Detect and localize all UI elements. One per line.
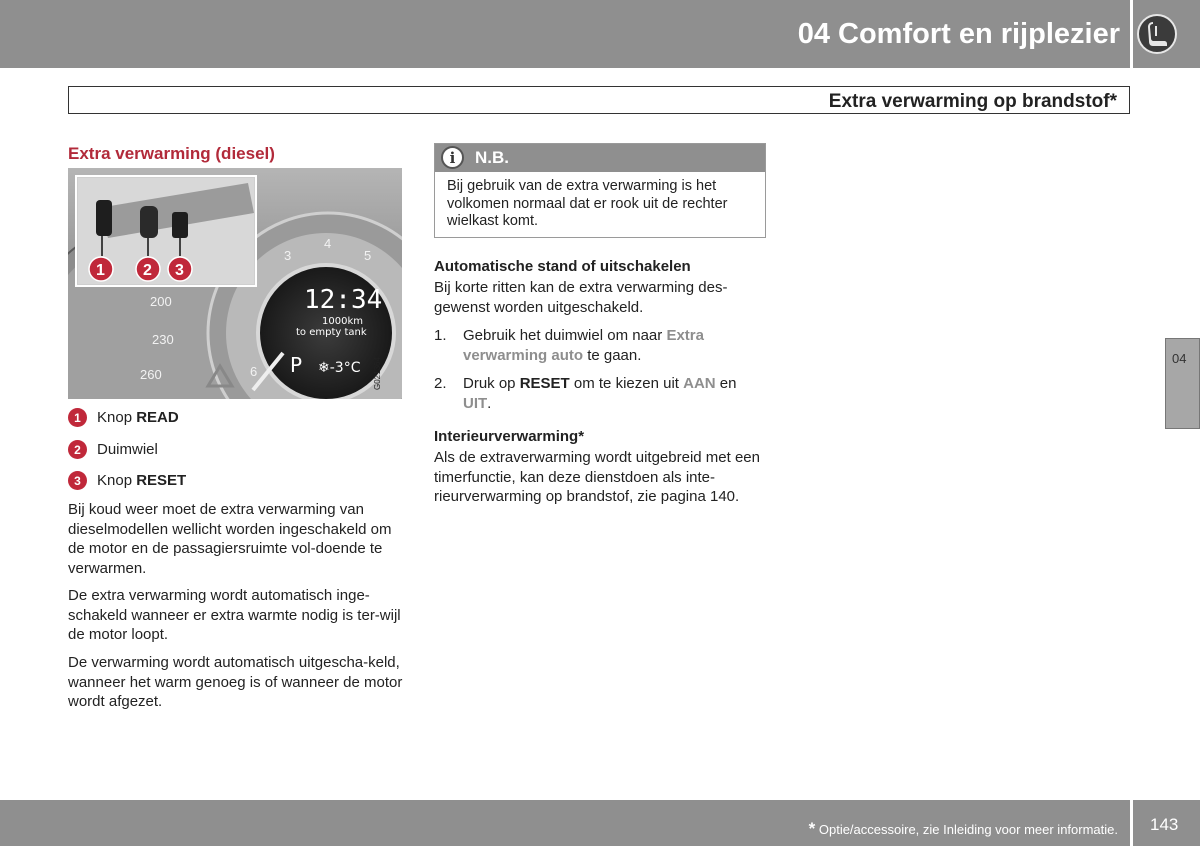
menu-option: AAN (683, 375, 716, 392)
seat-heating-icon (1137, 14, 1177, 54)
note-text: Bij gebruik van de extra verwarming is het volkomen normaal dat er rook uit de rechter wielkast komt. (447, 178, 728, 229)
body-paragraph: Bij koud weer moet de extra verwarming van dieselmodellen wellicht worden ingeschakeld om de motor en de passagiersruimte vol-doende te verwarmen. (68, 501, 392, 577)
callout-badge: 3 (68, 471, 87, 490)
interior-text: Als de extraverwarming wordt uitgebreid met een timerfunctie, kan deze dienstdoen als inte-rieurverwarming op brandstof, zie pagina 140. (434, 449, 760, 505)
info-icon: i (441, 146, 464, 169)
step-number: 1. (434, 327, 447, 344)
display-temperature: ❄-3°C (318, 360, 361, 376)
auto-text: Bij korte ritten kan de extra verwarming des-gewenst worden uitgeschakeld. (434, 279, 728, 316)
legend-text (97, 472, 186, 489)
step-text (463, 374, 768, 413)
section-bar (68, 86, 1130, 114)
display-range-value: 1000km (322, 316, 363, 327)
step-item (434, 374, 770, 414)
legend-prefix: Knop (97, 472, 137, 489)
rpm-mark: 4 (324, 236, 332, 251)
legend-text (97, 409, 179, 426)
step-part: en (715, 375, 737, 392)
legend-prefix: Knop (97, 409, 137, 426)
step-text (463, 326, 768, 365)
step-part: Druk op (463, 375, 520, 392)
menu-option: UIT (463, 394, 488, 412)
callout-1: 1 (96, 262, 105, 279)
page-number: 143 (1150, 815, 1179, 834)
legend-item (68, 440, 158, 459)
step-item (434, 326, 770, 366)
callout-badge: 2 (68, 440, 87, 459)
display-gear: P (290, 353, 303, 377)
speed-mark: 260 (140, 367, 162, 382)
auto-heading: Automatische stand of uitschakelen (434, 258, 691, 275)
instrument-panel-illustration (68, 168, 402, 399)
section-title: Extra verwarming op brandstof* (828, 91, 1117, 112)
side-tab-label: 04 (1172, 351, 1187, 366)
footer-note-text: Optie/accessoire, zie Inleiding voor meer informatie. (815, 822, 1118, 837)
body-paragraph: De verwarming wordt automatisch uitgescha-keld, wanneer het warm genoeg is of wanneer de motor wordt afgezet. (68, 654, 403, 710)
step-part: . (487, 394, 492, 412)
instrument-panel-image (68, 168, 402, 399)
note-title: N.B. (475, 148, 509, 167)
speed-mark: 230 (152, 332, 174, 347)
image-code: G021364 (373, 357, 382, 390)
chapter-title: 04 Comfort en rijplezier (797, 18, 1120, 50)
rpm-mark: 5 (364, 248, 372, 263)
footer-note (809, 819, 1118, 839)
display-time: 12:34 (304, 285, 383, 315)
step-part: te gaan. (583, 346, 642, 364)
legend-bold: RESET (136, 472, 187, 489)
callout-3: 3 (175, 262, 184, 279)
rpm-mark: 3 (284, 248, 292, 263)
display-range-label: to empty tank (296, 327, 367, 338)
legend-prefix: Duimwiel (97, 441, 158, 458)
legend-item (68, 408, 179, 427)
speed-mark: 200 (150, 294, 172, 309)
callout-badge: 1 (68, 408, 87, 427)
left-heading: Extra verwarming (diesel) (68, 144, 275, 163)
callout-2: 2 (143, 262, 152, 279)
step-number: 2. (434, 375, 447, 392)
legend-bold: READ (136, 409, 179, 426)
legend-text (97, 441, 158, 458)
legend-item (68, 471, 186, 490)
body-paragraph: De extra verwarming wordt automatisch inge-schakeld wanneer er extra warmte nodig is ter-wijl de motor loopt. (68, 587, 401, 643)
menu-option: Extra verwarming auto (463, 327, 704, 364)
asterisk: * (808, 819, 816, 838)
note-box (434, 143, 766, 238)
step-part: om te kiezen uit (569, 375, 684, 392)
interior-heading: Interieurverwarming* (434, 428, 585, 445)
button-name: RESET (519, 375, 570, 392)
step-part: Gebruik het duimwiel om naar (463, 327, 667, 344)
chapter-side-tab[interactable] (1165, 338, 1200, 429)
rpm-mark: 6 (250, 364, 258, 379)
